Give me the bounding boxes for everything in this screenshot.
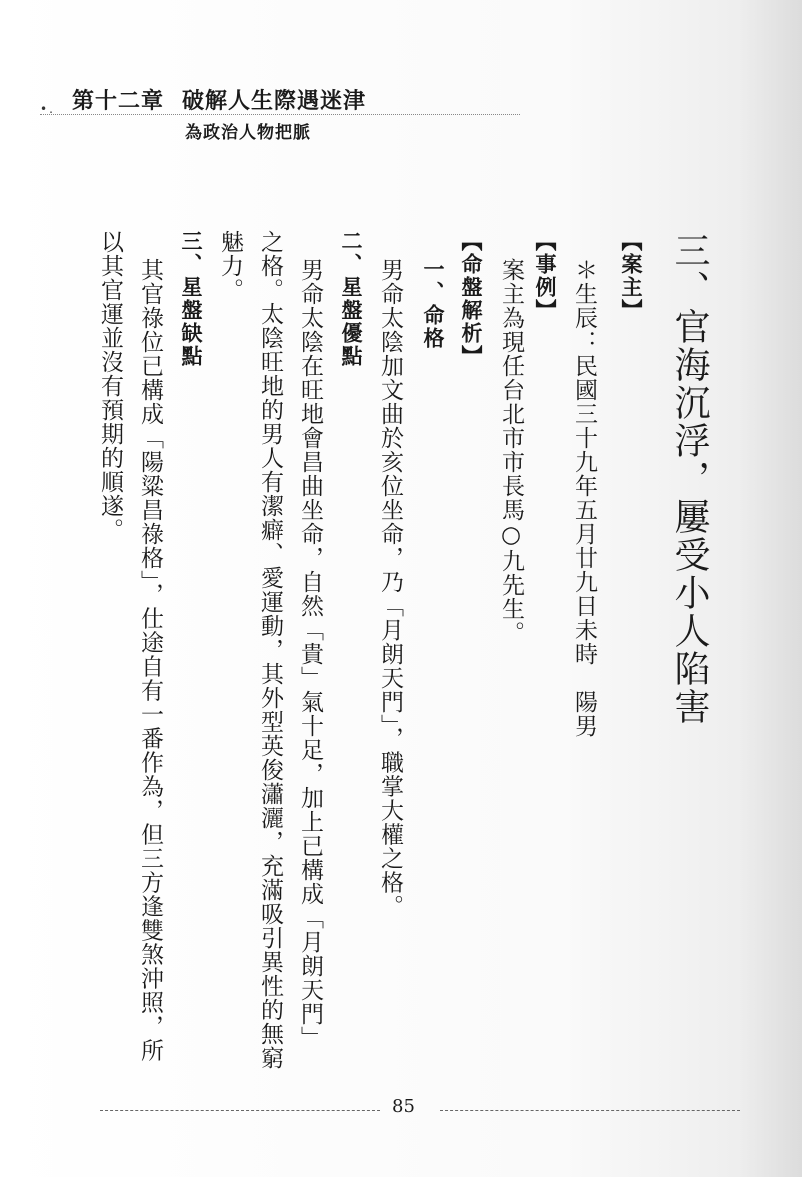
chapter-subtitle: 為政治人物把脈	[185, 123, 311, 143]
example-label: 【事例】	[533, 230, 557, 322]
item3-line2: 以其官運並沒有預期的順遂。	[97, 230, 123, 542]
item2-title: 二、星盤優點	[339, 230, 363, 368]
item2-line1: 男命太陰在旺地會昌曲坐命，自然「貴」氣十足，加上已構成「月朗天門」	[297, 258, 323, 1050]
example-text: 案主為現任台北市市長馬○九先生。	[498, 258, 524, 645]
case-birth: ＊生辰：民國三十九年五月廿九日未時 陽男	[571, 258, 597, 738]
footer-rule-right	[440, 1110, 740, 1111]
item3-title: 三、星盤缺點	[179, 230, 203, 368]
item3-line1: 其官祿位已構成「陽粱昌祿格」，仕途自有一番作為，但三方逢雙煞沖照，所	[137, 258, 163, 1063]
item2-line2: 之格。太陰旺地的男人有潔癖、愛運動，其外型英俊瀟灑，充滿吸引異性的無窮	[257, 230, 283, 1070]
item1-line1: 男命太陰加文曲於亥位坐命，乃「月朗天門」，職掌大權之格。	[377, 258, 403, 919]
item2-line3: 魅力。	[217, 230, 243, 302]
section-title: 三、官海沉浮，屢受小人陷害	[669, 232, 710, 726]
running-header	[40, 84, 520, 154]
analysis-label: 【命盤解析】	[459, 230, 483, 368]
page-number: 85	[392, 1096, 415, 1117]
item1-title: 一、命格	[421, 258, 445, 350]
chapter-title: 破解人生際遇迷津	[182, 89, 367, 114]
header-dots: •.	[40, 102, 55, 116]
chapter-number: 第十二章	[72, 89, 165, 114]
header-rule	[40, 114, 520, 115]
footer-rule-left	[100, 1110, 380, 1111]
case-label: 【案主】	[619, 230, 643, 322]
chapter-heading	[72, 84, 366, 115]
